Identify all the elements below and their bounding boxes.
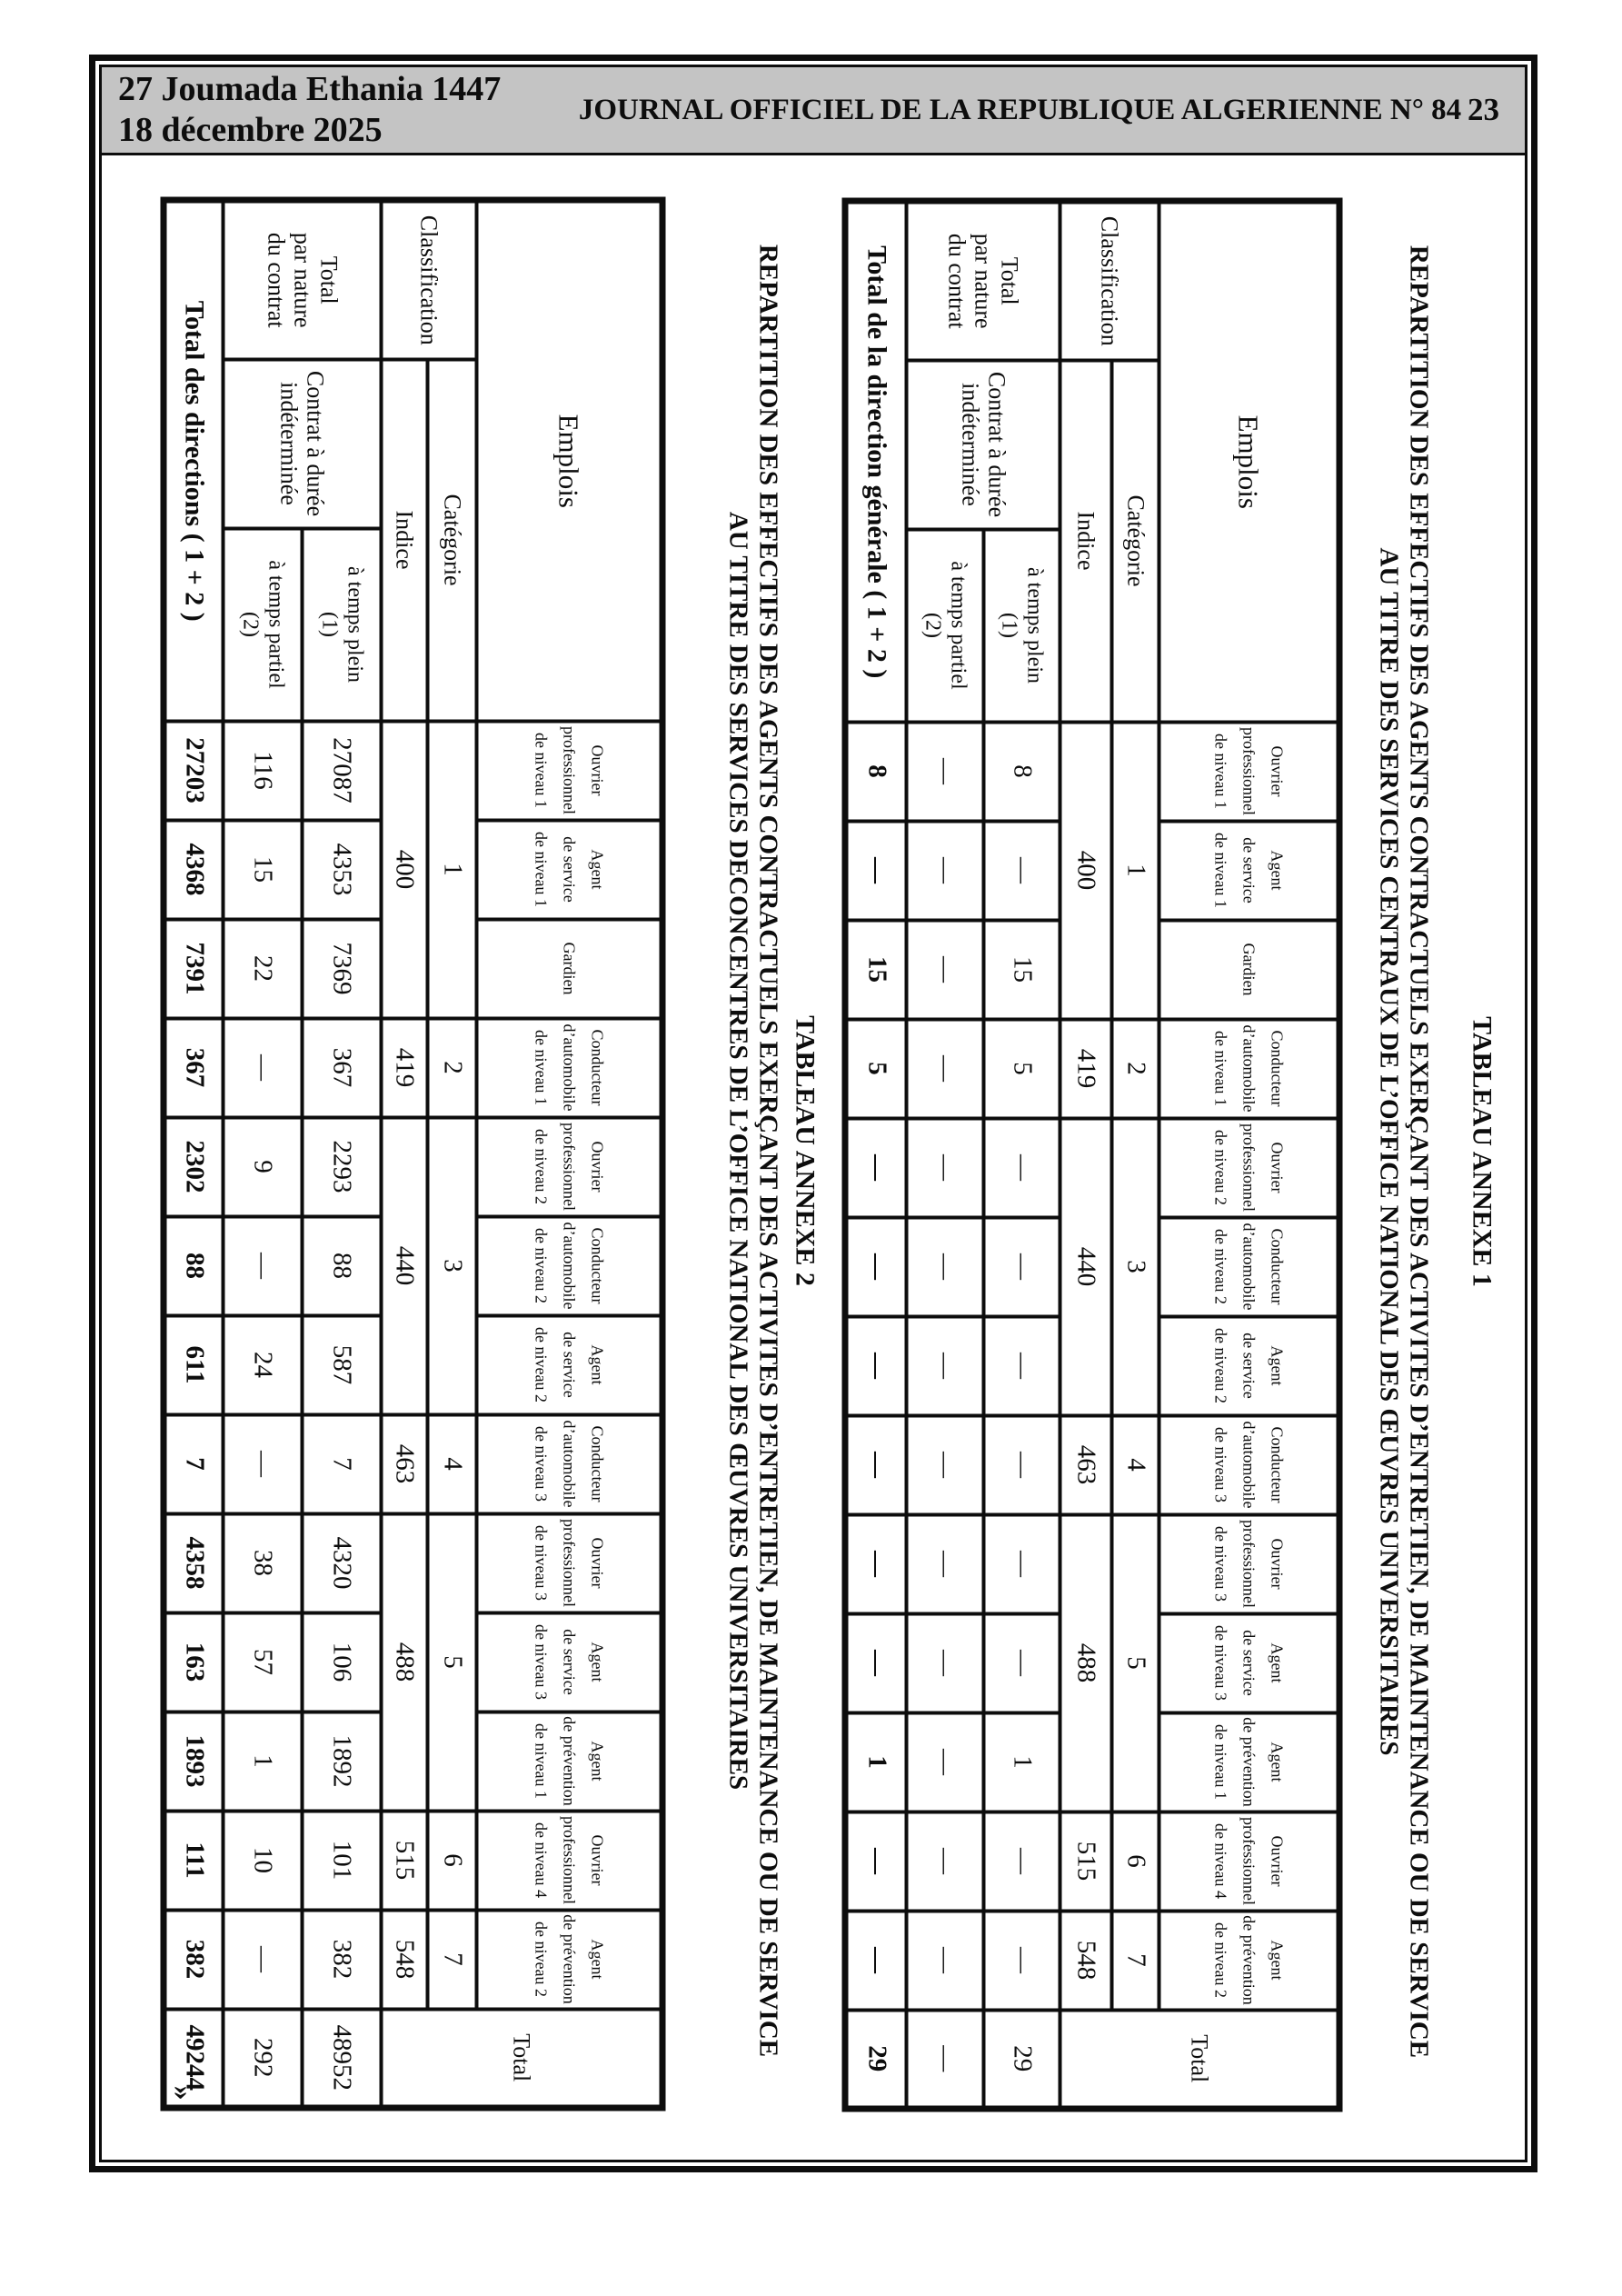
categorie-value-cell: 5 [428, 1513, 477, 1811]
temps-plein-value-cell: 382 [303, 1910, 382, 2009]
total-value-cell: 29 [845, 2010, 907, 2109]
job-name-cell: Conducteur d’automobile de niveau 2 [1159, 1217, 1339, 1316]
temps-plein-value-cell: — [984, 1316, 1060, 1415]
temps-plein-value-cell: — [984, 1415, 1060, 1514]
temps-partiel-value-cell: — [907, 1415, 984, 1514]
temps-plein-value-cell: — [984, 1217, 1060, 1316]
categorie-value-cell: 4 [428, 1414, 477, 1513]
categorie-value-cell: 7 [428, 1910, 477, 2009]
tableau-annexe-1-table-host [842, 198, 1343, 2112]
temps-plein-value-cell: — [984, 1514, 1060, 1613]
tableau-annexe-1-block [849, 198, 1505, 2106]
tableau-annexe-2-title [723, 197, 783, 2105]
tableau-annexe-1-heading: TABLEAU ANNEXE 1 [1467, 1016, 1498, 1287]
header-dates [102, 69, 572, 151]
temps-plein-value-cell: 101 [303, 1811, 382, 1910]
journal-title: JOURNAL OFFICIEL DE LA REPUBLIQUE ALGERIENNE N° 84 [578, 93, 1462, 126]
temps-plein-value-cell: 367 [303, 1018, 382, 1117]
temps-plein-value-cell: 5 [984, 1019, 1060, 1118]
temps-plein-value-cell: — [984, 821, 1060, 920]
temps-partiel-value-cell: 292 [224, 2009, 303, 2108]
temps-partiel-value-cell: — [907, 821, 984, 920]
job-name-cell: Agent de service de niveau 3 [477, 1612, 662, 1712]
indice-value-cell: 440 [1060, 1118, 1112, 1415]
temps-partiel-value-cell: — [907, 1118, 984, 1217]
total-value-cell: 1 [845, 1712, 907, 1812]
title-line-1: REPARTITION DES EFFECTIFS DES AGENTS CONTRACTUELS EXERÇANT DES ACTIVITES D’ENTRETIEN, DE MAINTENANCE OU DE SERVICE [1404, 245, 1434, 2059]
indice-value-cell: 419 [1060, 1019, 1112, 1118]
job-name-cell: Agent de service de niveau 2 [477, 1315, 662, 1414]
total-value-cell: — [845, 1415, 907, 1514]
job-name-cell: Ouvrier professionnel de niveau 1 [477, 721, 662, 820]
total-value-cell: 1893 [164, 1712, 224, 1811]
job-name-cell: Gardien [477, 919, 662, 1018]
table-row [984, 201, 1060, 2109]
job-name-cell: Agent de prévention de niveau 2 [1159, 1911, 1339, 2010]
contrat-duree-indeterminee-header: Contrat à durée indéterminée [907, 360, 1060, 529]
total-value-cell: 5 [845, 1019, 907, 1118]
title-line-2: AU TITRE DES SERVICES CENTRAUX DE L’OFFICE NATIONAL DES ŒUVRES UNIVERSITAIRES [1374, 547, 1404, 1756]
temps-partiel-value-cell: 9 [224, 1117, 303, 1216]
total-value-cell: — [845, 1514, 907, 1613]
total-value-cell: 8 [845, 722, 907, 821]
indice-value-cell: 515 [382, 1811, 428, 1910]
job-name-cell: Agent de service de niveau 2 [1159, 1316, 1339, 1415]
indice-value-cell: 515 [1060, 1812, 1112, 1911]
job-name-cell: Ouvrier professionnel de niveau 4 [1159, 1812, 1339, 1911]
tableau-annexe-2-table-host [161, 197, 666, 2111]
temps-partiel-value-cell: 1 [224, 1712, 303, 1811]
job-name-cell: Gardien [1159, 920, 1339, 1019]
categorie-header: Catégorie [428, 359, 477, 721]
total-value-cell: 367 [164, 1018, 224, 1117]
temps-partiel-value-cell: — [907, 1911, 984, 2010]
job-name-cell: Agent de prévention de niveau 1 [477, 1712, 662, 1811]
total-value-cell: — [845, 1316, 907, 1415]
classification-header: Classification [382, 200, 477, 359]
total-value-cell: — [845, 1613, 907, 1712]
total-value-cell: 111 [164, 1811, 224, 1910]
total-value-cell: — [845, 1118, 907, 1217]
indice-value-cell: 400 [382, 721, 428, 1018]
temps-partiel-value-cell: 57 [224, 1612, 303, 1712]
temps-partiel-value-cell: 10 [224, 1811, 303, 1910]
hijri-date: 27 Joumada Ethania 1447 [118, 70, 502, 108]
page-number: 23 [1468, 92, 1499, 127]
temps-plein-value-cell: 587 [303, 1315, 382, 1414]
emplois-header: Emplois [1159, 201, 1339, 722]
temps-plein-value-cell: 2293 [303, 1117, 382, 1216]
job-name-cell: Agent de service de niveau 1 [477, 820, 662, 919]
indice-value-cell: 548 [1060, 1911, 1112, 2010]
temps-plein-value-cell: 4353 [303, 820, 382, 919]
temps-plein-header: à temps plein (1) [303, 528, 382, 721]
temps-plein-value-cell: 27087 [303, 721, 382, 820]
temps-plein-value-cell: 29 [984, 2010, 1060, 2109]
temps-partiel-value-cell: 116 [224, 721, 303, 820]
categorie-value-cell: 6 [428, 1811, 477, 1910]
tableau-annexe-1-title [1374, 198, 1434, 2106]
temps-partiel-value-cell: — [224, 1018, 303, 1117]
temps-plein-value-cell: 8 [984, 722, 1060, 821]
table-row [477, 200, 662, 2108]
indice-value-cell: 463 [382, 1414, 428, 1513]
indice-value-cell: 548 [382, 1910, 428, 2009]
annexe-table-1 [842, 198, 1343, 2112]
closing-quote-mark: » [167, 2085, 201, 2101]
categorie-value-cell: 6 [1112, 1812, 1159, 1911]
categorie-value-cell: 1 [428, 721, 477, 1018]
indice-header: Indice [1060, 360, 1112, 722]
job-name-cell: Agent de prévention de niveau 2 [477, 1910, 662, 2009]
indice-value-cell: 463 [1060, 1415, 1112, 1514]
job-name-cell: Conducteur d’automobile de niveau 3 [1159, 1415, 1339, 1514]
temps-plein-value-cell: 1892 [303, 1712, 382, 1811]
temps-partiel-header: à temps partiel (2) [224, 528, 303, 721]
temps-partiel-value-cell: — [224, 1414, 303, 1513]
categorie-value-cell: 7 [1112, 1911, 1159, 2010]
temps-partiel-value-cell: — [907, 1712, 984, 1812]
job-name-cell: Conducteur d’automobile de niveau 2 [477, 1216, 662, 1315]
total-column-header: Total [1060, 2010, 1339, 2109]
total-value-cell: 4358 [164, 1513, 224, 1612]
gregorian-date: 18 décembre 2025 [118, 111, 383, 149]
job-name-cell: Conducteur d’automobile de niveau 3 [477, 1414, 662, 1513]
job-name-cell: Ouvrier professionnel de niveau 3 [1159, 1514, 1339, 1613]
indice-value-cell: 419 [382, 1018, 428, 1117]
temps-partiel-value-cell: — [224, 1910, 303, 2009]
temps-partiel-value-cell: 24 [224, 1315, 303, 1414]
total-value-cell: 15 [845, 920, 907, 1019]
temps-partiel-value-cell: 22 [224, 919, 303, 1018]
indice-value-cell: 488 [1060, 1514, 1112, 1812]
annexe-table-2 [161, 197, 666, 2111]
temps-plein-value-cell: — [984, 1812, 1060, 1911]
total-value-cell: — [845, 821, 907, 920]
job-name-cell: Ouvrier professionnel de niveau 1 [1159, 722, 1339, 821]
table-row [382, 200, 428, 2108]
indice-header: Indice [382, 359, 428, 721]
contrat-duree-indeterminee-header: Contrat à durée indéterminée [224, 359, 382, 528]
classification-header: Classification [1060, 201, 1159, 360]
temps-partiel-value-cell: — [224, 1216, 303, 1315]
total-value-cell: 88 [164, 1216, 224, 1315]
job-name-cell: Conducteur d’automobile de niveau 1 [477, 1018, 662, 1117]
job-name-cell: Agent de service de niveau 3 [1159, 1613, 1339, 1712]
temps-partiel-value-cell: 15 [224, 820, 303, 919]
temps-plein-value-cell: 15 [984, 920, 1060, 1019]
total-value-cell: — [845, 1911, 907, 2010]
temps-partiel-value-cell: — [907, 2010, 984, 2109]
tableau-annexe-2-block [167, 197, 825, 2105]
total-value-cell: 611 [164, 1315, 224, 1414]
total-row-header: Total de la direction générale ( 1 + 2 ) [845, 201, 907, 722]
job-name-cell: Agent de service de niveau 1 [1159, 821, 1339, 920]
categorie-value-cell: 2 [1112, 1019, 1159, 1118]
temps-partiel-value-cell: — [907, 1812, 984, 1911]
temps-plein-value-cell: — [984, 1613, 1060, 1712]
total-par-nature-header: Total par nature du contrat [907, 201, 1060, 360]
categorie-value-cell: 1 [1112, 722, 1159, 1019]
table-row [164, 200, 224, 2108]
total-value-cell: 7 [164, 1414, 224, 1513]
total-value-cell: 49244 [164, 2009, 224, 2108]
total-value-cell: 163 [164, 1612, 224, 1712]
job-name-cell: Ouvrier professionnel de niveau 3 [477, 1513, 662, 1612]
total-value-cell: 4368 [164, 820, 224, 919]
temps-plein-value-cell: 4320 [303, 1513, 382, 1612]
total-value-cell: 382 [164, 1910, 224, 2009]
journal-header-band [102, 67, 1525, 155]
job-name-cell: Ouvrier professionnel de niveau 2 [1159, 1118, 1339, 1217]
total-value-cell: 2302 [164, 1117, 224, 1216]
title-line-2: AU TITRE DES SERVICES DECONCENTRES DE L’OFFICE NATIONAL DES ŒUVRES UNIVERSITAIRES [723, 511, 753, 1791]
categorie-value-cell: 4 [1112, 1415, 1159, 1514]
job-name-cell: Agent de prévention de niveau 1 [1159, 1712, 1339, 1812]
temps-plein-value-cell: — [984, 1118, 1060, 1217]
indice-value-cell: 488 [382, 1513, 428, 1811]
temps-partiel-value-cell: — [907, 920, 984, 1019]
temps-plein-value-cell: 1 [984, 1712, 1060, 1812]
temps-partiel-header: à temps partiel (2) [907, 529, 984, 722]
total-column-header: Total [382, 2009, 662, 2108]
total-value-cell: 7391 [164, 919, 224, 1018]
job-name-cell: Ouvrier professionnel de niveau 4 [477, 1811, 662, 1910]
temps-partiel-value-cell: — [907, 1613, 984, 1712]
job-name-cell: Ouvrier professionnel de niveau 2 [477, 1117, 662, 1216]
table-row [1159, 201, 1339, 2109]
temps-partiel-value-cell: — [907, 1316, 984, 1415]
table-row [845, 201, 907, 2109]
total-par-nature-header: Total par nature du contrat [224, 200, 382, 359]
indice-value-cell: 400 [1060, 722, 1112, 1019]
temps-plein-value-cell: 48952 [303, 2009, 382, 2108]
total-value-cell: 27203 [164, 721, 224, 820]
total-value-cell: — [845, 1812, 907, 1911]
temps-plein-value-cell: 88 [303, 1216, 382, 1315]
temps-partiel-value-cell: — [907, 1514, 984, 1613]
tableau-annexe-2-heading: TABLEAU ANNEXE 2 [790, 1015, 821, 1286]
title-line-1: REPARTITION DES EFFECTIFS DES AGENTS CONTRACTUELS EXERÇANT DES ACTIVITES D’ENTRETIEN, DE MAINTENANCE OU DE SERVICE [753, 244, 783, 2058]
temps-partiel-value-cell: — [907, 722, 984, 821]
indice-value-cell: 440 [382, 1117, 428, 1414]
temps-partiel-value-cell: — [907, 1217, 984, 1316]
temps-partiel-value-cell: — [907, 1019, 984, 1118]
temps-plein-value-cell: 7369 [303, 919, 382, 1018]
temps-plein-value-cell: 7 [303, 1414, 382, 1513]
total-value-cell: — [845, 1217, 907, 1316]
categorie-header: Catégorie [1112, 360, 1159, 722]
table-row [1060, 201, 1112, 2109]
categorie-value-cell: 5 [1112, 1514, 1159, 1812]
total-row-header: Total des directions ( 1 + 2 ) [164, 200, 224, 721]
categorie-value-cell: 3 [428, 1117, 477, 1414]
temps-plein-header: à temps plein (1) [984, 529, 1060, 722]
table-row [303, 200, 382, 2108]
categorie-value-cell: 3 [1112, 1118, 1159, 1415]
table-row [428, 200, 477, 2108]
emplois-header: Emplois [477, 200, 662, 721]
temps-partiel-value-cell: 38 [224, 1513, 303, 1612]
temps-plein-value-cell: 106 [303, 1612, 382, 1712]
categorie-value-cell: 2 [428, 1018, 477, 1117]
job-name-cell: Conducteur d’automobile de niveau 1 [1159, 1019, 1339, 1118]
temps-plein-value-cell: — [984, 1911, 1060, 2010]
table-row [1112, 201, 1159, 2109]
